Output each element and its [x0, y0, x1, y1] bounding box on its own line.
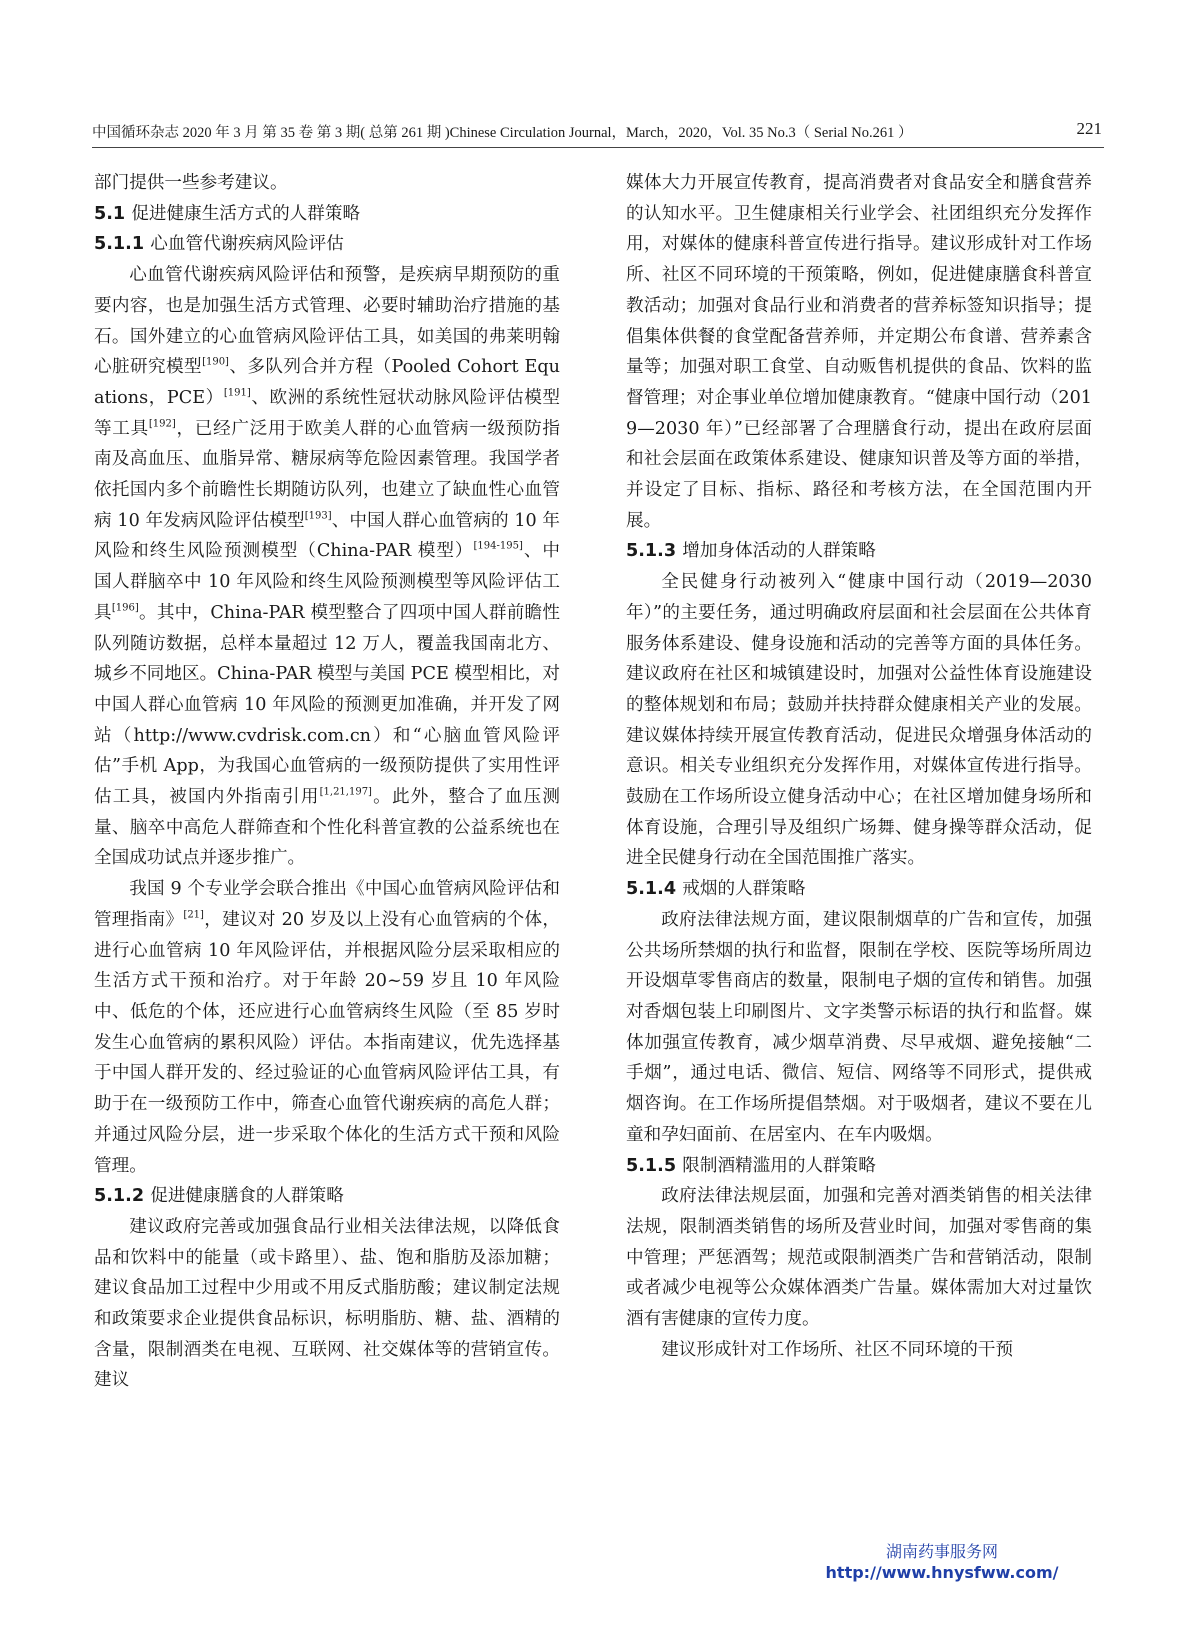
text-run: 、中国人群心血管病的 10 年风险和终生风险预测模型（China-PAR 模型） [94, 510, 561, 562]
section-title: 增加身体活动的人群策略 [682, 541, 876, 562]
paragraph: 建议形成针对工作场所、社区不同环境的干预 [661, 1339, 1014, 1360]
text-run: ，建议对 20 岁及以上没有心血管病的个体，进行心血管病 10 年风险评估，并根据风险分层采取相应的生活方式干预和治疗。对于年龄 20~59 岁且 10 年风险中、低危的个体，还应进行心血管病终生风险（至 85 岁时发生心血管病的累积风险）评估。本指南建议，优先选择基于中国人群开发的、经过验证的心血管病风险评估工具，有助于在一级预防工作中，筛查心血管代谢疾病的高危人群；并通过风险分层，进一步采取个体化的生活方式干预和风险管理。 [94, 909, 560, 1176]
paragraph: 政府法律法规层面，加强和完善对酒类销售的相关法律法规，限制酒类销售的场所及营业时间，加强对零售商的集中管理；严惩酒驾；规范或限制酒类广告和营销活动，限制或者减少电视等公众媒体酒类广告量。媒体需加大对过量饮酒有害健康的宣传力度。 [626, 1186, 1092, 1330]
header-rule [92, 147, 1104, 148]
watermark [812, 1542, 1072, 1584]
paragraph: 政府法律法规方面，建议限制烟草的广告和宣传，加强公共场所禁烟的执行和监督，限制在学校、医院等场所周边开设烟草零售商店的数量，限制电子烟的宣传和销售。加强对香烟包装上印刷图片、文字类警示标语的执行和监督。媒体加强宣传教育，减少烟草消费、尽早戒烟、避免接触“二手烟”，通过电话、微信、短信、网络等不同形式，提供戒烟咨询。在工作场所提倡禁烟。对于吸烟者，建议不要在儿童和孕妇面前、在居室内、在车内吸烟。 [626, 909, 1092, 1145]
section-number: 5.1.4 [626, 879, 677, 900]
section-heading-5-1-4 [626, 874, 1092, 905]
section-heading-5-1-2 [94, 1181, 560, 1212]
text-run: 。此外，整合了血压测量、脑卒中高危人群筛查和个性化科普宣教的公益系统也在全国成功试点并逐步推广。 [94, 787, 560, 869]
left-column [94, 168, 560, 1396]
paragraph: 全民健身行动被列入“健康中国行动（2019—2030 年）”的主要任务，通过明确政府层面和社会层面在公共体育服务体系建设、健身设施和活动的完善等方面的具体任务。建议政府在社区和城镇建设时，加强对公益性体育设施建设的整体规划和布局；鼓励并扶持群众健康相关产业的发展。建议媒体持续开展宣传教育活动，促进民众增强身体活动的意识。相关专业组织充分发挥作用，对媒体宣传进行指导。鼓励在工作场所设立健身活动中心；在社区增加健身场所和体育设施，合理引导及组织广场舞、健身操等群众活动，促进全民健身行动在全国范围推广落实。 [626, 572, 1092, 869]
paragraph: 部门提供一些参考建议。 [94, 173, 288, 193]
text-run: 心血管代谢疾病风险评估和预警，是疾病早期预防的重要内容，也是加强生活方式管理、必要时辅助治疗措施的基石。国外建立的心血管病风险评估工具，如美国的弗莱明翰心脏研究模型 [94, 265, 560, 378]
watermark-url: http://www.hnysfww.com/ [825, 1563, 1059, 1582]
section-heading-5-1-3 [626, 536, 1092, 567]
citation: [190] [202, 356, 229, 368]
citation: [196] [111, 602, 139, 614]
citation: [194-195] [473, 540, 523, 552]
section-number: 5.1.3 [626, 541, 677, 562]
paragraph: 媒体大力开展宣传教育，提高消费者对食品安全和膳食营养的认知水平。卫生健康相关行业学会、社团组织充分发挥作用，对媒体的健康科普宣传进行指导。建议形成针对工作场所、社区不同环境的干预策略，例如，促进健康膳食科普宣教活动；加强对食品行业和消费者的营养标签知识指导；提倡集体供餐的食堂配备营养师，并定期公布食谱、营养素含量等；加强对职工食堂、自动贩售机提供的食品、饮料的监督管理；对企事业单位增加健康教育。“健康中国行动（2019—2030 年）”已经部署了合理膳食行动，提出在政府层面和社会层面在政策体系建设、健康知识普及等方面的举措，并设定了目标、指标、路径和考核方法，在全国范围内开展。 [626, 173, 1092, 531]
text-run: ，已经广泛用于欧美人群的心血管病一级预防指南及高血压、血脂异常、糖尿病等危险因素管理。我国学者依托国内多个前瞻性长期随访队列，也建立了缺血性心血管病 10 年发病风险评估模型 [94, 418, 560, 531]
section-title: 促进健康生活方式的人群策略 [131, 203, 361, 224]
section-heading-5-1-1 [94, 229, 560, 260]
section-title: 心血管代谢疾病风险评估 [150, 234, 344, 255]
paragraph: 建议政府完善或加强食品行业相关法律法规，以降低食品和饮料中的能量（或卡路里）、盐、饱和脂肪及添加糖；建议食品加工过程中少用或不用反式脂肪酸；建议制定法规和政策要求企业提供食品标识，标明脂肪、糖、盐、酒精的含量，限制酒类在电视、互联网、社交媒体等的营销宣传。建议 [94, 1216, 560, 1391]
text-run: 、欧洲的系统性冠状动脉风险评估模型等工具 [94, 387, 560, 439]
citation: [21] [183, 909, 204, 921]
right-column [626, 168, 1092, 1365]
section-number: 5.1.1 [94, 234, 145, 255]
page-number: 221 [1076, 119, 1102, 138]
citation: [191] [223, 387, 251, 399]
section-heading-5-1 [94, 199, 560, 230]
running-header: 中国循环杂志 2020 年 3 月 第 35 卷 第 3 期( 总第 261 期 )Chinese Circulation Journal，March，2020，Vol. 35 No.3（ Serial No.261 ） [92, 125, 913, 141]
text-run: 、多队列合并方程（Pooled Cohort Equations，PCE） [94, 357, 560, 408]
section-number: 5.1.2 [94, 1186, 145, 1207]
watermark-name: 湖南药事服务网 [885, 1542, 998, 1561]
citation: [192] [148, 418, 176, 430]
citation: [1,21,197] [319, 786, 372, 798]
paragraph [94, 260, 560, 874]
section-title: 戒烟的人群策略 [682, 879, 806, 900]
citation: [193] [304, 510, 332, 522]
text-run: 、中国人群脑卒中 10 年风险和终生风险预测模型等风险评估工具 [94, 541, 560, 623]
paragraph [94, 874, 560, 1181]
text-run: 。其中，China-PAR 模型整合了四项中国人群前瞻性队列随访数据，总样本量超过 12 万人，覆盖我国南北方、城乡不同地区。China-PAR 模型与美国 PCE 模型相比，对中国人群心血管病 10 年风险的预测更加准确，并开发了网站（http://www.cvdrisk.com.cn）和“心脑血管风险评估”手机 App，为我国心血管病的一级预防提供了实用性评估工具，被国内外指南引用 [94, 602, 560, 808]
section-title: 促进健康膳食的人群策略 [150, 1186, 344, 1207]
text-run: 我国 9 个专业学会联合推出《中国心血管病风险评估和管理指南》 [94, 879, 560, 930]
section-title: 限制酒精滥用的人群策略 [682, 1155, 876, 1176]
section-number: 5.1.5 [626, 1155, 677, 1176]
section-heading-5-1-5 [626, 1151, 1092, 1182]
section-number: 5.1 [94, 203, 126, 224]
